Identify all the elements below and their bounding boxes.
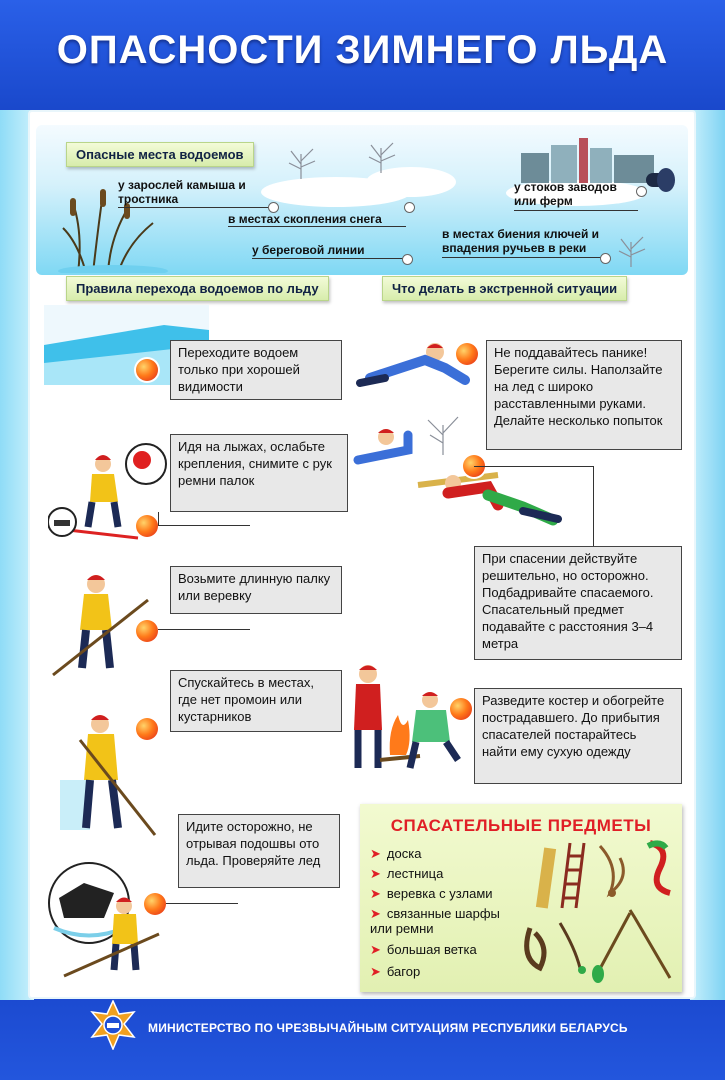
poster-title: ОПАСНОСТИ ЗИМНЕГО ЛЬДА <box>56 28 669 72</box>
emergency-3-box: Разведите костер и обогрейте пострадавшего. До прибытия спасателей постарайтесь найти ему сухую одежду <box>474 688 682 784</box>
arrow-icon: ➤ <box>370 942 381 957</box>
place-factories: у стоков заводов или ферм <box>514 180 617 208</box>
rule-5-box: Идите осторожно, не отрывая подошвы ото льда. Проверяйте лед <box>178 814 340 888</box>
leader-line <box>442 257 602 258</box>
rescue-tools-illustration <box>520 838 680 988</box>
rescue-item: ➤ большая ветка <box>370 942 477 957</box>
connector-line <box>474 466 594 546</box>
arrow-icon: ➤ <box>370 886 381 901</box>
dangerous-places-label: Опасные места водоемов <box>66 142 254 167</box>
arrow-icon: ➤ <box>370 964 381 979</box>
rescue-item: ➤ доска <box>370 846 422 861</box>
marker-knob <box>636 186 647 197</box>
place-snow: в местах скопления снега <box>228 212 382 226</box>
rescue-items-title: СПАСАТЕЛЬНЫЕ ПРЕДМЕТЫ <box>390 816 652 835</box>
arrow-icon: ➤ <box>370 846 381 861</box>
rescue-item: ➤ веревка с узлами <box>370 886 493 901</box>
rescue-item: ➤ лестница <box>370 866 444 881</box>
emergency-1-bullet <box>456 343 478 365</box>
arrow-icon: ➤ <box>370 906 381 921</box>
rule-5-bullet <box>144 893 166 915</box>
place-reeds: у зарослей камыша и тростника <box>118 178 246 206</box>
emergency-label: Что делать в экстренной ситуации <box>382 276 627 301</box>
leader-line <box>514 210 638 211</box>
place-springs: в местах биения ключей и впадения ручьев в реки <box>442 227 600 255</box>
person-walking-on-ice-illustration <box>44 858 164 978</box>
rule-2-box: Идя на лыжах, ослабьте крепления, снимите с рук ремни палок <box>170 434 348 512</box>
rule-2-bullet <box>136 515 158 537</box>
connector-line <box>158 614 250 630</box>
marker-knob <box>404 202 415 213</box>
emergency-2-box: При спасении действуйте решительно, но осторожно. Подбадривайте спасаемого. Спасательный предмет подавайте с расстояния 3–4 метра <box>474 546 682 660</box>
rule-3-box: Возьмите длинную палку или веревку <box>170 566 342 614</box>
marker-knob <box>402 254 413 265</box>
leader-line <box>228 226 406 227</box>
place-shore: у береговой линии <box>252 243 365 257</box>
rule-4-box: Спускайтесь в местах, где нет промоин или кустарников <box>170 670 342 732</box>
rescue-items-panel <box>360 804 682 992</box>
arrow-icon: ➤ <box>370 866 381 881</box>
crossing-rules-label: Правила перехода водоемов по льду <box>66 276 329 301</box>
emergency-3-bullet <box>450 698 472 720</box>
rule-1-box: Переходите водоем только при хорошей видимости <box>170 340 342 400</box>
emergency-1-box: Не поддавайтесь панике! Берегите силы. Наползайте на лед с широко расставленными руками. Делайте несколько попыток <box>486 340 682 450</box>
leader-line <box>252 258 404 259</box>
bare-tree-icon <box>281 139 321 179</box>
marker-knob <box>600 253 611 264</box>
leader-line <box>118 207 268 208</box>
rescue-item: ➤ багор <box>370 964 421 979</box>
ministry-emblem-icon <box>88 1000 138 1050</box>
bare-tree-icon <box>361 133 401 173</box>
ice-edge-right <box>690 110 725 1000</box>
campfire-illustration <box>350 660 470 780</box>
rule-4-bullet <box>136 718 158 740</box>
ministry-name: МИНИСТЕРСТВО ПО ЧРЕЗВЫЧАЙНЫМ СИТУАЦИЯМ РЕСПУБЛИКИ БЕЛАРУСЬ <box>148 1021 628 1035</box>
connector-line <box>166 888 238 904</box>
rule-1-bullet <box>136 359 158 381</box>
connector-line <box>158 512 250 526</box>
rule-3-bullet <box>136 620 158 642</box>
ice-edge-left <box>0 110 34 1000</box>
rescue-item: ➤ связанные шарфы или ремни <box>370 906 500 936</box>
